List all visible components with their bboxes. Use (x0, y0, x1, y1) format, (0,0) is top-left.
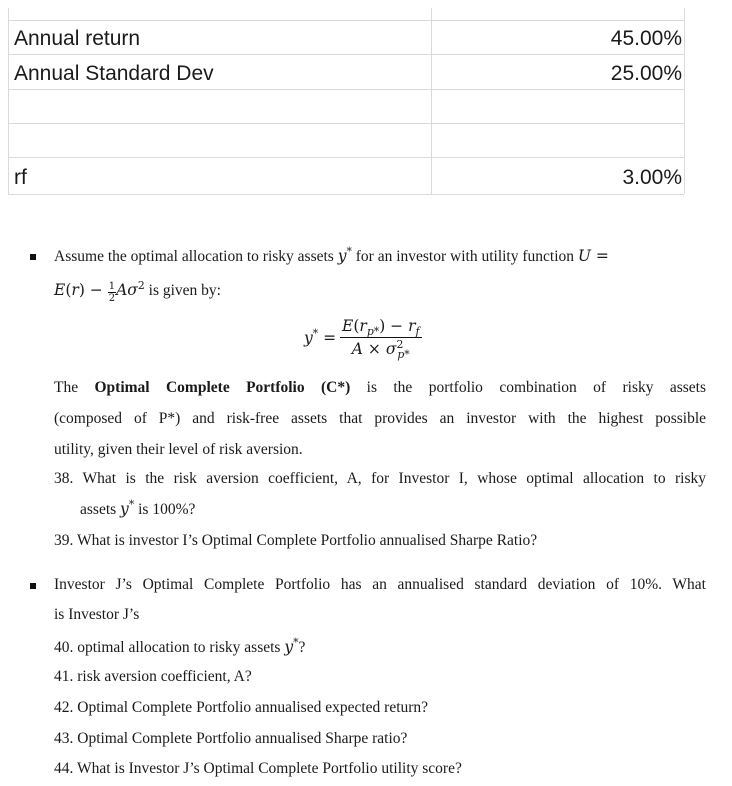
grid-line (8, 89, 684, 90)
question-43: 43. Optimal Complete Portfolio annualised Sharpe ratio? (54, 730, 408, 747)
math-y-star: y* (284, 635, 299, 656)
definition-pre: The (54, 379, 79, 396)
definition-post: is the portfolio combination of risky assets (366, 379, 707, 396)
bullet-icon (30, 583, 36, 589)
question-39: 39. What is investor I’s Optimal Complete Portfolio annualised Sharpe Ratio? (54, 532, 538, 549)
question-42: 42. Optimal Complete Portfolio annualised expected return? (54, 699, 429, 716)
optimal-allocation-formula: y* = $\frac{E(r_{p*}) - r_f}{A \times \sigma^2_{p*}}$ (304, 317, 420, 362)
row-label-rf: rf (14, 166, 27, 189)
row-label-annual-return: Annual return (14, 27, 141, 50)
row-value-rf: 3.00% (622, 166, 682, 189)
grid-line (8, 54, 684, 55)
definition-line-3: utility, given their level of risk aversion. (54, 441, 303, 458)
math-y-star: y* (120, 497, 135, 518)
intro-tail: is given by: (148, 282, 221, 299)
intro-text-b: for an investor with utility function (355, 248, 575, 265)
intro-text: Assume the optimal allocation to risky assets (54, 248, 334, 265)
math-utility: U = (577, 247, 609, 265)
definition-line-1 (54, 378, 706, 398)
grid-line (8, 123, 684, 124)
definition-line-2: (composed of P*) and risk-free assets that provides an investor with the highest possible (54, 410, 706, 427)
row-value-annual-std-dev: 25.00% (610, 62, 682, 85)
question-41: 41. risk aversion coefficient, A? (54, 668, 252, 685)
question-38-line-1: 38. What is the risk aversion coefficient, A, for Investor I, whose optimal allocation to risky (54, 470, 706, 487)
row-label-annual-std-dev: Annual Standard Dev (14, 62, 214, 85)
grid-line (8, 194, 684, 195)
investor-j-line-1: Investor J’s Optimal Complete Portfolio has an annualised standard deviation of 10%. What (54, 576, 706, 593)
question-38-line-2 (80, 499, 195, 520)
spreadsheet (0, 0, 732, 200)
q38-pre: assets (80, 501, 117, 518)
q40-post: ? (298, 639, 306, 656)
bullet-icon (30, 254, 36, 260)
q38-post: is 100%? (138, 501, 196, 518)
definition-term: Optimal Complete Portfolio (C*) (94, 379, 351, 396)
math-utility-formula: E(r) − $\frac{1}{2}A\sigma^2$ (54, 278, 145, 304)
q40-pre: 40. optimal allocation to risky assets (54, 639, 281, 656)
intro-line-1 (54, 246, 609, 267)
investor-j-line-2: is Investor J’s (54, 606, 140, 623)
grid-line (8, 8, 9, 194)
grid-line (684, 8, 685, 194)
question-40 (54, 637, 305, 658)
grid-line (431, 8, 432, 194)
grid-line (8, 157, 684, 158)
row-value-annual-return: 45.00% (610, 27, 682, 50)
math-y-star: y* (337, 244, 352, 265)
grid-line (8, 20, 684, 21)
intro-line-2 (54, 280, 221, 304)
question-44: 44. What is Investor J’s Optimal Complete Portfolio utility score? (54, 760, 462, 777)
